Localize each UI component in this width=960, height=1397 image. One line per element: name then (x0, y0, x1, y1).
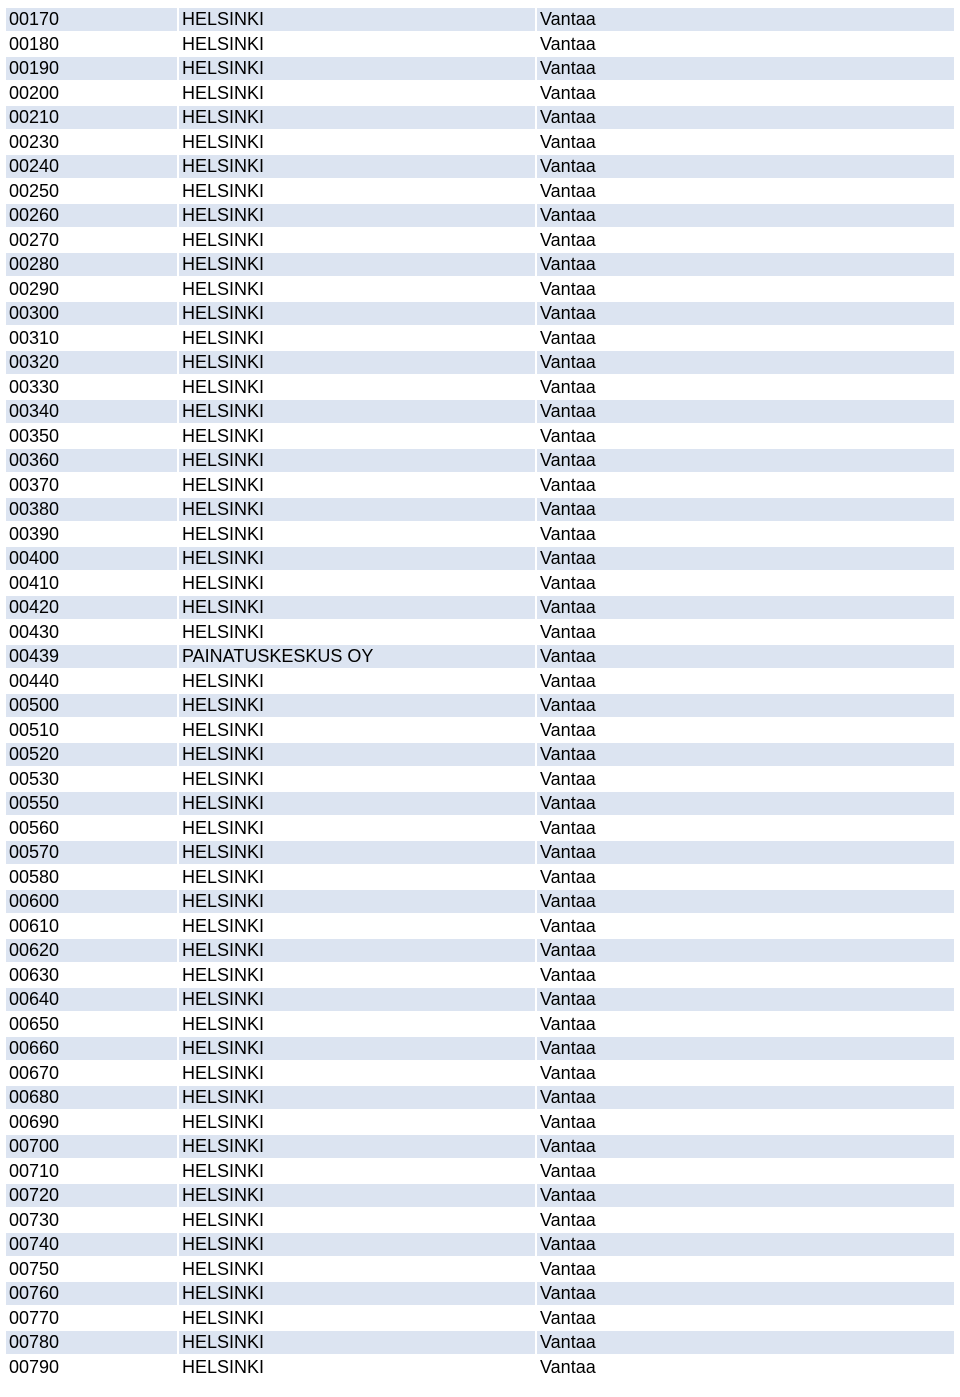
municipality-cell: Vantaa (536, 154, 955, 179)
postal-code-cell: 00690 (5, 1110, 178, 1135)
municipality-cell: Vantaa (536, 32, 955, 57)
table-row (5, 32, 955, 57)
table-row (5, 1208, 955, 1233)
postal-code-cell: 00510 (5, 718, 178, 743)
postal-code-cell: 00790 (5, 1355, 178, 1380)
table-row (5, 130, 955, 155)
municipality-cell: Vantaa (536, 914, 955, 939)
post-office-cell: HELSINKI (178, 350, 536, 375)
table-row (5, 693, 955, 718)
municipality-cell: Vantaa (536, 228, 955, 253)
postal-code-cell: 00390 (5, 522, 178, 547)
post-office-cell: HELSINKI (178, 497, 536, 522)
postal-code-cell: 00660 (5, 1036, 178, 1061)
table-row (5, 1134, 955, 1159)
table-row (5, 669, 955, 694)
municipality-cell: Vantaa (536, 399, 955, 424)
postal-code-cell: 00740 (5, 1232, 178, 1257)
postal-code-cell: 00650 (5, 1012, 178, 1037)
table-row (5, 742, 955, 767)
postal-code-table-body (5, 7, 955, 1379)
post-office-cell: HELSINKI (178, 620, 536, 645)
postal-code-cell: 00670 (5, 1061, 178, 1086)
post-office-cell: HELSINKI (178, 32, 536, 57)
postal-code-cell: 00340 (5, 399, 178, 424)
municipality-cell: Vantaa (536, 522, 955, 547)
post-office-cell: HELSINKI (178, 963, 536, 988)
postal-code-cell: 00700 (5, 1134, 178, 1159)
post-office-cell: HELSINKI (178, 1012, 536, 1037)
post-office-cell: PAINATUSKESKUS OY (178, 644, 536, 669)
table-row (5, 914, 955, 939)
post-office-cell: HELSINKI (178, 840, 536, 865)
table-row (5, 252, 955, 277)
postal-code-cell: 00280 (5, 252, 178, 277)
municipality-cell: Vantaa (536, 252, 955, 277)
postal-code-cell: 00260 (5, 203, 178, 228)
post-office-cell: HELSINKI (178, 448, 536, 473)
municipality-cell: Vantaa (536, 1306, 955, 1331)
municipality-cell: Vantaa (536, 179, 955, 204)
post-office-cell: HELSINKI (178, 154, 536, 179)
post-office-cell: HELSINKI (178, 1232, 536, 1257)
municipality-cell: Vantaa (536, 1085, 955, 1110)
post-office-cell: HELSINKI (178, 203, 536, 228)
postal-code-cell: 00180 (5, 32, 178, 57)
postal-code-cell: 00780 (5, 1330, 178, 1355)
postal-code-table (4, 6, 956, 1380)
table-row (5, 350, 955, 375)
post-office-cell: HELSINKI (178, 1085, 536, 1110)
postal-code-cell: 00760 (5, 1281, 178, 1306)
table-row (5, 1012, 955, 1037)
post-office-cell: HELSINKI (178, 228, 536, 253)
municipality-cell: Vantaa (536, 448, 955, 473)
post-office-cell: HELSINKI (178, 767, 536, 792)
postal-code-cell: 00770 (5, 1306, 178, 1331)
table-row (5, 1355, 955, 1380)
post-office-cell: HELSINKI (178, 399, 536, 424)
post-office-cell: HELSINKI (178, 1281, 536, 1306)
postal-code-cell: 00420 (5, 595, 178, 620)
municipality-cell: Vantaa (536, 1159, 955, 1184)
table-row (5, 179, 955, 204)
municipality-cell: Vantaa (536, 375, 955, 400)
municipality-cell: Vantaa (536, 203, 955, 228)
table-row (5, 399, 955, 424)
post-office-cell: HELSINKI (178, 669, 536, 694)
municipality-cell: Vantaa (536, 1330, 955, 1355)
post-office-cell: HELSINKI (178, 375, 536, 400)
post-office-cell: HELSINKI (178, 938, 536, 963)
municipality-cell: Vantaa (536, 938, 955, 963)
postal-code-cell: 00550 (5, 791, 178, 816)
municipality-cell: Vantaa (536, 326, 955, 351)
post-office-cell: HELSINKI (178, 81, 536, 106)
postal-code-cell: 00360 (5, 448, 178, 473)
municipality-cell: Vantaa (536, 742, 955, 767)
post-office-cell: HELSINKI (178, 816, 536, 841)
table-row (5, 448, 955, 473)
municipality-cell: Vantaa (536, 56, 955, 81)
post-office-cell: HELSINKI (178, 865, 536, 890)
post-office-cell: HELSINKI (178, 595, 536, 620)
post-office-cell: HELSINKI (178, 473, 536, 498)
table-row (5, 1036, 955, 1061)
post-office-cell: HELSINKI (178, 1036, 536, 1061)
municipality-cell: Vantaa (536, 1183, 955, 1208)
municipality-cell: Vantaa (536, 889, 955, 914)
postal-code-cell: 00610 (5, 914, 178, 939)
table-row (5, 56, 955, 81)
table-row (5, 1159, 955, 1184)
post-office-cell: HELSINKI (178, 546, 536, 571)
table-row (5, 473, 955, 498)
post-office-cell: HELSINKI (178, 1306, 536, 1331)
post-office-cell: HELSINKI (178, 1208, 536, 1233)
postal-code-cell: 00380 (5, 497, 178, 522)
postal-code-cell: 00630 (5, 963, 178, 988)
postal-code-cell: 00560 (5, 816, 178, 841)
municipality-cell: Vantaa (536, 865, 955, 890)
municipality-cell: Vantaa (536, 1232, 955, 1257)
municipality-cell: Vantaa (536, 571, 955, 596)
municipality-cell: Vantaa (536, 7, 955, 32)
post-office-cell: HELSINKI (178, 1257, 536, 1282)
municipality-cell: Vantaa (536, 301, 955, 326)
post-office-cell: HELSINKI (178, 7, 536, 32)
municipality-cell: Vantaa (536, 277, 955, 302)
municipality-cell: Vantaa (536, 963, 955, 988)
table-row (5, 791, 955, 816)
postal-code-cell: 00710 (5, 1159, 178, 1184)
post-office-cell: HELSINKI (178, 179, 536, 204)
post-office-cell: HELSINKI (178, 693, 536, 718)
municipality-cell: Vantaa (536, 1355, 955, 1380)
table-row (5, 228, 955, 253)
post-office-cell: HELSINKI (178, 56, 536, 81)
table-row (5, 865, 955, 890)
postal-code-cell: 00240 (5, 154, 178, 179)
post-office-cell: HELSINKI (178, 1355, 536, 1380)
post-office-cell: HELSINKI (178, 718, 536, 743)
post-office-cell: HELSINKI (178, 424, 536, 449)
postal-code-cell: 00190 (5, 56, 178, 81)
municipality-cell: Vantaa (536, 840, 955, 865)
municipality-cell: Vantaa (536, 1110, 955, 1135)
table-row (5, 644, 955, 669)
post-office-cell: HELSINKI (178, 326, 536, 351)
postal-code-cell: 00270 (5, 228, 178, 253)
postal-code-cell: 00440 (5, 669, 178, 694)
postal-code-cell: 00620 (5, 938, 178, 963)
post-office-cell: HELSINKI (178, 889, 536, 914)
postal-code-cell: 00720 (5, 1183, 178, 1208)
table-row (5, 987, 955, 1012)
postal-code-cell: 00570 (5, 840, 178, 865)
table-row (5, 620, 955, 645)
postal-code-cell: 00640 (5, 987, 178, 1012)
table-row (5, 1330, 955, 1355)
municipality-cell: Vantaa (536, 1036, 955, 1061)
table-row (5, 203, 955, 228)
postal-code-cell: 00200 (5, 81, 178, 106)
postal-code-cell: 00410 (5, 571, 178, 596)
table-row (5, 522, 955, 547)
municipality-cell: Vantaa (536, 1134, 955, 1159)
municipality-cell: Vantaa (536, 546, 955, 571)
municipality-cell: Vantaa (536, 644, 955, 669)
post-office-cell: HELSINKI (178, 791, 536, 816)
post-office-cell: HELSINKI (178, 987, 536, 1012)
municipality-cell: Vantaa (536, 595, 955, 620)
municipality-cell: Vantaa (536, 130, 955, 155)
table-row (5, 375, 955, 400)
table-row (5, 1085, 955, 1110)
table-row (5, 1306, 955, 1331)
table-row (5, 81, 955, 106)
table-row (5, 154, 955, 179)
municipality-cell: Vantaa (536, 1257, 955, 1282)
postal-code-cell: 00350 (5, 424, 178, 449)
postal-code-cell: 00330 (5, 375, 178, 400)
postal-code-cell: 00430 (5, 620, 178, 645)
table-row (5, 595, 955, 620)
postal-code-cell: 00680 (5, 1085, 178, 1110)
municipality-cell: Vantaa (536, 693, 955, 718)
table-row (5, 424, 955, 449)
table-row (5, 7, 955, 32)
municipality-cell: Vantaa (536, 424, 955, 449)
post-office-cell: HELSINKI (178, 130, 536, 155)
municipality-cell: Vantaa (536, 1208, 955, 1233)
postal-code-cell: 00310 (5, 326, 178, 351)
table-row (5, 1281, 955, 1306)
post-office-cell: HELSINKI (178, 1159, 536, 1184)
municipality-cell: Vantaa (536, 497, 955, 522)
municipality-cell: Vantaa (536, 473, 955, 498)
table-row (5, 1257, 955, 1282)
postal-code-cell: 00300 (5, 301, 178, 326)
post-office-cell: HELSINKI (178, 301, 536, 326)
postal-code-cell: 00439 (5, 644, 178, 669)
post-office-cell: HELSINKI (178, 742, 536, 767)
postal-code-cell: 00370 (5, 473, 178, 498)
post-office-cell: HELSINKI (178, 1110, 536, 1135)
postal-code-cell: 00170 (5, 7, 178, 32)
postal-code-cell: 00250 (5, 179, 178, 204)
table-row (5, 546, 955, 571)
postal-code-cell: 00210 (5, 105, 178, 130)
table-row (5, 718, 955, 743)
municipality-cell: Vantaa (536, 1281, 955, 1306)
postal-code-cell: 00530 (5, 767, 178, 792)
table-row (5, 277, 955, 302)
municipality-cell: Vantaa (536, 1012, 955, 1037)
municipality-cell: Vantaa (536, 987, 955, 1012)
postal-code-cell: 00730 (5, 1208, 178, 1233)
municipality-cell: Vantaa (536, 1061, 955, 1086)
table-row (5, 767, 955, 792)
postal-code-cell: 00230 (5, 130, 178, 155)
postal-code-cell: 00520 (5, 742, 178, 767)
municipality-cell: Vantaa (536, 350, 955, 375)
table-row (5, 1061, 955, 1086)
table-row (5, 497, 955, 522)
post-office-cell: HELSINKI (178, 277, 536, 302)
municipality-cell: Vantaa (536, 791, 955, 816)
municipality-cell: Vantaa (536, 81, 955, 106)
postal-code-cell: 00320 (5, 350, 178, 375)
table-row (5, 105, 955, 130)
post-office-cell: HELSINKI (178, 522, 536, 547)
municipality-cell: Vantaa (536, 767, 955, 792)
municipality-cell: Vantaa (536, 816, 955, 841)
table-row (5, 1110, 955, 1135)
postal-code-cell: 00290 (5, 277, 178, 302)
post-office-cell: HELSINKI (178, 105, 536, 130)
table-row (5, 816, 955, 841)
post-office-cell: HELSINKI (178, 252, 536, 277)
postal-code-cell: 00500 (5, 693, 178, 718)
table-row (5, 1232, 955, 1257)
post-office-cell: HELSINKI (178, 1134, 536, 1159)
municipality-cell: Vantaa (536, 620, 955, 645)
post-office-cell: HELSINKI (178, 1061, 536, 1086)
municipality-cell: Vantaa (536, 718, 955, 743)
postal-code-cell: 00750 (5, 1257, 178, 1282)
table-row (5, 326, 955, 351)
post-office-cell: HELSINKI (178, 914, 536, 939)
table-row (5, 963, 955, 988)
table-row (5, 889, 955, 914)
municipality-cell: Vantaa (536, 105, 955, 130)
postal-code-cell: 00600 (5, 889, 178, 914)
table-row (5, 938, 955, 963)
postal-code-cell: 00400 (5, 546, 178, 571)
post-office-cell: HELSINKI (178, 1183, 536, 1208)
post-office-cell: HELSINKI (178, 1330, 536, 1355)
post-office-cell: HELSINKI (178, 571, 536, 596)
table-row (5, 301, 955, 326)
table-row (5, 840, 955, 865)
table-row (5, 1183, 955, 1208)
municipality-cell: Vantaa (536, 669, 955, 694)
postal-code-cell: 00580 (5, 865, 178, 890)
table-row (5, 571, 955, 596)
